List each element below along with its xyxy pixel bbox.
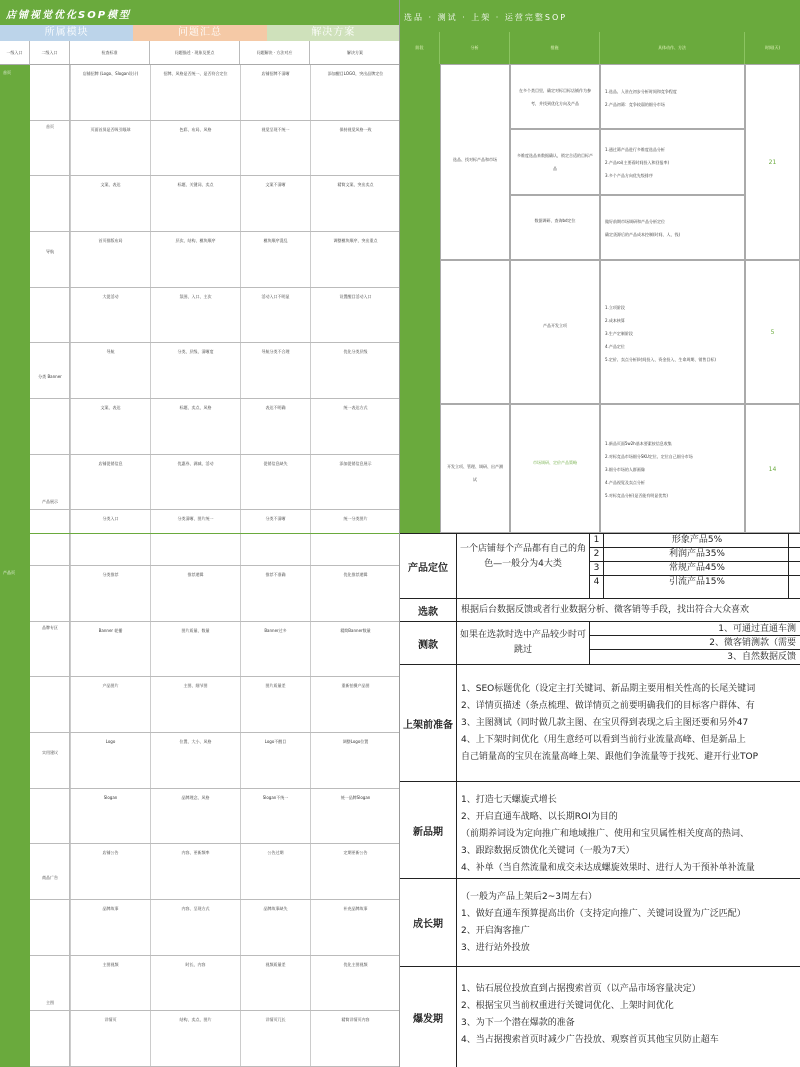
row-label: 产品定位 <box>400 534 457 598</box>
item-text: 利润产品35% <box>668 549 725 559</box>
category-issues: 问题汇总 <box>133 25 266 41</box>
days-value: 21 <box>768 159 777 166</box>
table-cell: 添加促销信息展示 <box>310 455 400 510</box>
column-header: 时间(天) <box>764 45 781 50</box>
table-cell: Slogan不统一 <box>240 789 310 844</box>
group-label: 产品展示 <box>42 499 58 505</box>
table-cell: 调整模块顺序，突出重点 <box>310 232 400 287</box>
prelaunch-row <box>400 665 800 782</box>
column-header: 措施 <box>510 32 600 64</box>
table-cell: 大促活动 <box>70 288 150 343</box>
phase-sidebar <box>400 64 440 533</box>
test-item: 3、自然数据反馈 <box>727 652 796 662</box>
table-cell: 优惠券、满减、活动 <box>150 455 240 510</box>
table-cell: 首页排版布局 <box>70 232 150 287</box>
row-label: 上架前准备 <box>400 665 457 781</box>
content-line: 1、钻石展位投放直到占据搜索首页（以产品市场容量决定） <box>461 984 701 994</box>
select-row <box>400 599 800 622</box>
group-label: 商品广告 <box>42 875 58 881</box>
table-cell: 品牌故事缺失 <box>240 900 310 955</box>
table-cell: 主图、细节图 <box>150 677 240 732</box>
table-cell: 精简文案、突出卖点 <box>310 176 400 231</box>
measure-text: 产品开发立项 <box>543 323 567 328</box>
column-header: 分析 <box>440 32 510 64</box>
group-label: 主图 <box>46 1000 54 1006</box>
product-sop-sheet <box>400 0 800 533</box>
table-cell: 分类入口 <box>70 510 150 565</box>
sheet-title: 店铺视觉优化SOP模型 <box>0 0 400 25</box>
content-line: 3、为下一个潜在爆款的准备 <box>461 1018 575 1028</box>
measure-cell <box>510 129 600 194</box>
launch-stages-table <box>400 533 800 1067</box>
action-line: 4.产品视觉及卖点分析 <box>605 480 645 485</box>
table-cell: 添加醒目LOGO，突出品牌定位 <box>310 65 400 120</box>
days-cell <box>745 404 800 533</box>
table-row <box>30 789 400 845</box>
table-row <box>30 455 400 511</box>
measure-cell <box>510 64 600 129</box>
newproduct-lines <box>457 782 800 878</box>
content-line: 3、跟踪数据反馈优化关键词（一般为7天） <box>461 846 635 856</box>
prelaunch-lines <box>457 665 800 781</box>
group-label: 实用建议 <box>42 749 58 755</box>
growth-row <box>400 879 800 967</box>
table-row <box>30 844 400 900</box>
days-value: 5 <box>770 329 775 336</box>
group-label: 导航 <box>46 248 54 254</box>
column-header: 问题解决 · 方法对应 <box>240 41 310 64</box>
table-cell: 模块顺序混乱 <box>240 232 310 287</box>
item-text: 引流产品15% <box>668 577 725 587</box>
table-cell: 店铺招牌 (Logo、Slogan设计) <box>70 65 150 120</box>
table-cell: 推荐不准确 <box>240 566 310 621</box>
row-label: 爆发期 <box>400 967 457 1067</box>
table-cell: 页面首屏是否吸引眼球 <box>70 121 150 176</box>
measure-text: 多维度选品来数据确认，锁定合适的目标产品 <box>517 152 593 171</box>
action-line: 1.立项阶段 <box>605 304 625 310</box>
actions-cell <box>600 195 745 260</box>
content-line: 4、上下架时间优化（用生意经可以看到当前行业流量高峰、但是新品上 <box>461 735 746 745</box>
item-text: 形象产品5% <box>671 535 723 545</box>
test-description: 如果在选款时选中产品较少时可跳过 <box>457 622 590 664</box>
table-row <box>30 65 400 121</box>
action-line: 1.选品、入驻在初步分析时间和竞争程度 <box>605 88 677 94</box>
phase-label: 选品、找对标产品和市场 <box>453 157 497 162</box>
content-line: 3、主图测试（同时做几款主图、在宝贝得到表现之后主图还要和另外47 <box>461 718 749 728</box>
column-header: 二级入口 <box>30 41 70 64</box>
days-cell <box>745 260 800 404</box>
measure-text: 数据调研、查询bd定位 <box>534 218 576 224</box>
action-line: 5.定价、卖点分析(时间投入、资金投入、生命周期、销售目标) <box>605 356 716 362</box>
content-line: 2、开启淘客推广 <box>461 926 530 936</box>
table-cell: 视频质量差 <box>240 956 310 1011</box>
content-line: （一般为产品上架后2~3周左右） <box>461 892 597 902</box>
side-label: 首页 <box>3 70 11 75</box>
action-line: 确定货源后的产品成本控制(时间、人、钱) <box>605 232 681 238</box>
growth-lines <box>457 879 800 966</box>
action-line: 2.对标竞品市场细分SKU定位、定位自己细分市场 <box>605 454 693 459</box>
table-cell: 主图视频 <box>70 956 150 1011</box>
table-row <box>30 510 400 566</box>
content-line: 4、补单（当自然流量和成交未达成螺旋效果时、进行人为干预补单补流量 <box>461 863 755 873</box>
table-cell: 店铺招牌不清晰 <box>240 65 310 120</box>
content-line: 1、SEO标题优化（设定主打关键词、新品期主要用相关性高的长尾关键词 <box>461 684 756 694</box>
table-cell: 时长、内容 <box>150 956 240 1011</box>
side-label: 产品页 <box>3 570 15 575</box>
action-line: 2.产品roi(主要看时间投入和回报率) <box>605 160 670 166</box>
table-cell: 导航分类不合理 <box>240 343 310 398</box>
item-number: 2 <box>590 548 604 562</box>
table-row <box>30 677 400 733</box>
measure-text: 在多个类目里，确定对标目标店铺作为参考，并找到优化方向及产品 <box>519 87 591 106</box>
side-label-column <box>0 65 30 1067</box>
category-solutions: 解决方案 <box>267 25 400 41</box>
action-line: 3.生产定制阶段 <box>605 330 633 336</box>
action-line: 1.通过筛产品进行多维度选品分析 <box>605 147 665 153</box>
table-cell: 内容、更新频率 <box>150 844 240 899</box>
sop-table <box>440 64 800 533</box>
table-cell: 精简Banner数量 <box>310 622 400 677</box>
row-label: 成长期 <box>400 879 457 966</box>
item-number: 4 <box>590 576 604 599</box>
days-value: 14 <box>768 465 777 473</box>
column-header-row <box>0 41 400 65</box>
table-row <box>30 176 400 232</box>
table-row <box>30 900 400 956</box>
table-row <box>30 622 400 678</box>
explosion-lines <box>457 967 800 1067</box>
position-item <box>590 562 800 576</box>
table-cell: 调整Logo位置 <box>310 733 400 788</box>
table-cell: 分类推荐 <box>70 566 150 621</box>
newproduct-row <box>400 782 800 879</box>
table-cell: 产品图片 <box>70 677 150 732</box>
select-text: 根据后台数据反馈或者行业数据分析、微客销等手段，找出符合大众喜欢 <box>461 605 750 615</box>
table-cell: 位置、大小、风格 <box>150 733 240 788</box>
table-cell: 品牌理念、风格 <box>150 789 240 844</box>
table-cell: 层次、结构、模块顺序 <box>150 232 240 287</box>
table-cell: 分类不清晰 <box>240 510 310 565</box>
table-row <box>30 121 400 177</box>
table-cell: 优化分类层级 <box>310 343 400 398</box>
content-line: 2、详情页描述（条点梳理、做详情页之前要明确我们的目标客户群体、有 <box>461 701 755 711</box>
group-label: 品牌专区 <box>42 624 58 630</box>
test-item: 2、微客销测款（需要 <box>590 636 800 650</box>
table-row <box>30 956 400 1012</box>
table-cell: 优化推荐逻辑 <box>310 566 400 621</box>
action-line: 2.成本核算 <box>605 317 625 323</box>
phase-cell <box>440 260 510 404</box>
action-line: 3.细分市场的人群画像 <box>605 467 645 472</box>
position-description: 一个店铺每个产品都有自己的角色—一般分为4大类 <box>457 534 590 598</box>
explosion-row <box>400 967 800 1067</box>
table-cell: 统一品牌Slogan <box>310 789 400 844</box>
table-row <box>30 343 400 399</box>
table-cell: 视觉呈现不统一 <box>240 121 310 176</box>
measure-cell <box>510 260 600 404</box>
table-cell: 文案、表达 <box>70 176 150 231</box>
table-cell: 表达不明确 <box>240 399 310 454</box>
table-cell: 氛围、入口、主次 <box>150 288 240 343</box>
actions-cell <box>600 260 745 404</box>
table-cell: 补充品牌故事 <box>310 900 400 955</box>
table-cell: 活动入口不明显 <box>240 288 310 343</box>
table-cell: 推荐逻辑 <box>150 566 240 621</box>
position-list <box>590 534 800 598</box>
table-cell: Logo不醒目 <box>240 733 310 788</box>
table-cell: Logo <box>70 733 150 788</box>
table-cell: 图片质量差 <box>240 677 310 732</box>
action-line: 3.多个产品方向优先级排序 <box>605 173 653 179</box>
content-line: 4、当占据搜索首页时减少广告投放、观察首页其他宝贝防止超车 <box>461 1035 719 1045</box>
column-header: 问题描述 · 现象及要点 <box>150 41 240 64</box>
table-row <box>30 733 400 789</box>
measure-text: 市场调研、定价产品策略 <box>533 459 577 465</box>
table-cell: 店铺公告 <box>70 844 150 899</box>
table-row <box>30 566 400 622</box>
actions-cell <box>600 64 745 129</box>
column-header: 具体动作、方法 <box>600 32 745 64</box>
item-text: 常规产品45% <box>668 563 725 573</box>
column-header: 一级入口 <box>0 41 30 64</box>
action-line: 5.对标竞品分析(是否能有明显优势) <box>605 493 668 498</box>
table-cell: 文案不清晰 <box>240 176 310 231</box>
table-cell: 统一表达方式 <box>310 399 400 454</box>
column-header: 检查标准 <box>70 41 150 64</box>
column-header: 阶段 <box>400 32 440 64</box>
group-label: 首页 <box>46 123 54 129</box>
table-cell: 内容、呈现方式 <box>150 900 240 955</box>
table-cell: 导航 <box>70 343 150 398</box>
table-cell: 标题、卖点、风格 <box>150 399 240 454</box>
test-item: 1、可通过直通车测 <box>590 622 800 636</box>
group-label: 分类 Banner <box>38 374 62 380</box>
table-cell: 图片质量、数量 <box>150 622 240 677</box>
row-label: 测款 <box>400 622 457 664</box>
table-cell: 详情页 <box>70 1011 150 1066</box>
table-cell: Banner 轮播 <box>70 622 150 677</box>
column-header: 解决方案 <box>347 50 363 55</box>
row-label: 新品期 <box>400 782 457 878</box>
table-cell: 详情页冗长 <box>240 1011 310 1066</box>
content-line: 1、打造七天螺旋式增长 <box>461 795 557 805</box>
table-cell: Banner过多 <box>240 622 310 677</box>
table-cell: 色彩、布局、风格 <box>150 121 240 176</box>
table-cell: 优化主图视频 <box>310 956 400 1011</box>
content-line: （前期养词设为定向推广和地域推广、使用和宝贝属性相关度高的热词、 <box>461 829 750 839</box>
table-cell: 设置醒目活动入口 <box>310 288 400 343</box>
group-column <box>30 65 70 1067</box>
content-line: 2、开启直通车战略、以长期ROI为目的 <box>461 812 618 822</box>
table-cell: 统一分类图片 <box>310 510 400 565</box>
position-item <box>590 548 800 562</box>
content-line: 3、进行站外投放 <box>461 943 530 953</box>
content-line: 2、根据宝贝当前权重进行关键词优化、上架时间优化 <box>461 1001 674 1011</box>
phase-cell <box>440 64 510 260</box>
position-row <box>400 534 800 599</box>
action-line: 2.产品初筛：竞争较弱的细分市场 <box>605 101 665 107</box>
days-cell <box>745 64 800 260</box>
table-cell: 结构、卖点、图片 <box>150 1011 240 1066</box>
content-line: 1、做好直通车预算提高出价（支持定向推广、关键词设置为广泛匹配） <box>461 909 746 919</box>
table-cell: 公告过期 <box>240 844 310 899</box>
table-cell: 重新拍摄产品图 <box>310 677 400 732</box>
action-line: 1.新品页面5w2h基本要素按信息收集 <box>605 441 672 446</box>
issue-table <box>30 65 400 1067</box>
content-line: 自己销量高的宝贝在流量高峰上架、跟他们争流量等于找死、避开行业TOP <box>461 752 759 762</box>
table-cell: 保持视觉风格一致 <box>310 121 400 176</box>
position-item <box>590 534 800 548</box>
position-item <box>590 576 800 599</box>
table-cell: 文案、表达 <box>70 399 150 454</box>
sheet-title: 选品 · 测试 · 上架 · 运营完整SOP <box>400 0 800 32</box>
table-cell: 精简详情页内容 <box>310 1011 400 1066</box>
table-cell: 招牌、风格是否统一、是否符合定位 <box>150 65 240 120</box>
column-header-row <box>400 32 800 64</box>
table-cell: 店铺促销信息 <box>70 455 150 510</box>
table-cell: 分类清晰、图片统一 <box>150 510 240 565</box>
item-number: 1 <box>590 534 604 548</box>
test-list <box>590 622 800 664</box>
row-label: 选款 <box>400 599 457 621</box>
table-cell: 标题、关键词、卖点 <box>150 176 240 231</box>
table-cell: 分类、层级、清晰度 <box>150 343 240 398</box>
table-row <box>30 288 400 344</box>
table-cell: Slogan <box>70 789 150 844</box>
table-cell: 定期更新公告 <box>310 844 400 899</box>
item-number: 3 <box>590 562 604 576</box>
action-line: 做好前期市场调研和产品分析定位 <box>605 219 665 225</box>
table-row <box>30 1011 400 1067</box>
phase-label: 开发立项、管理、调研、出产测试 <box>447 463 503 482</box>
test-row <box>400 622 800 665</box>
actions-cell <box>600 129 745 194</box>
action-line: 4.产品定位 <box>605 343 625 349</box>
phase-cell <box>440 404 510 533</box>
table-cell: 促销信息缺失 <box>240 455 310 510</box>
table-row <box>30 399 400 455</box>
actions-cell <box>600 404 745 533</box>
category-module: 所属模块 <box>0 25 133 41</box>
measure-cell <box>510 195 600 260</box>
table-row <box>30 232 400 288</box>
category-bar <box>0 25 400 41</box>
section-divider <box>0 533 400 534</box>
measure-cell <box>510 404 600 533</box>
table-cell: 品牌故事 <box>70 900 150 955</box>
